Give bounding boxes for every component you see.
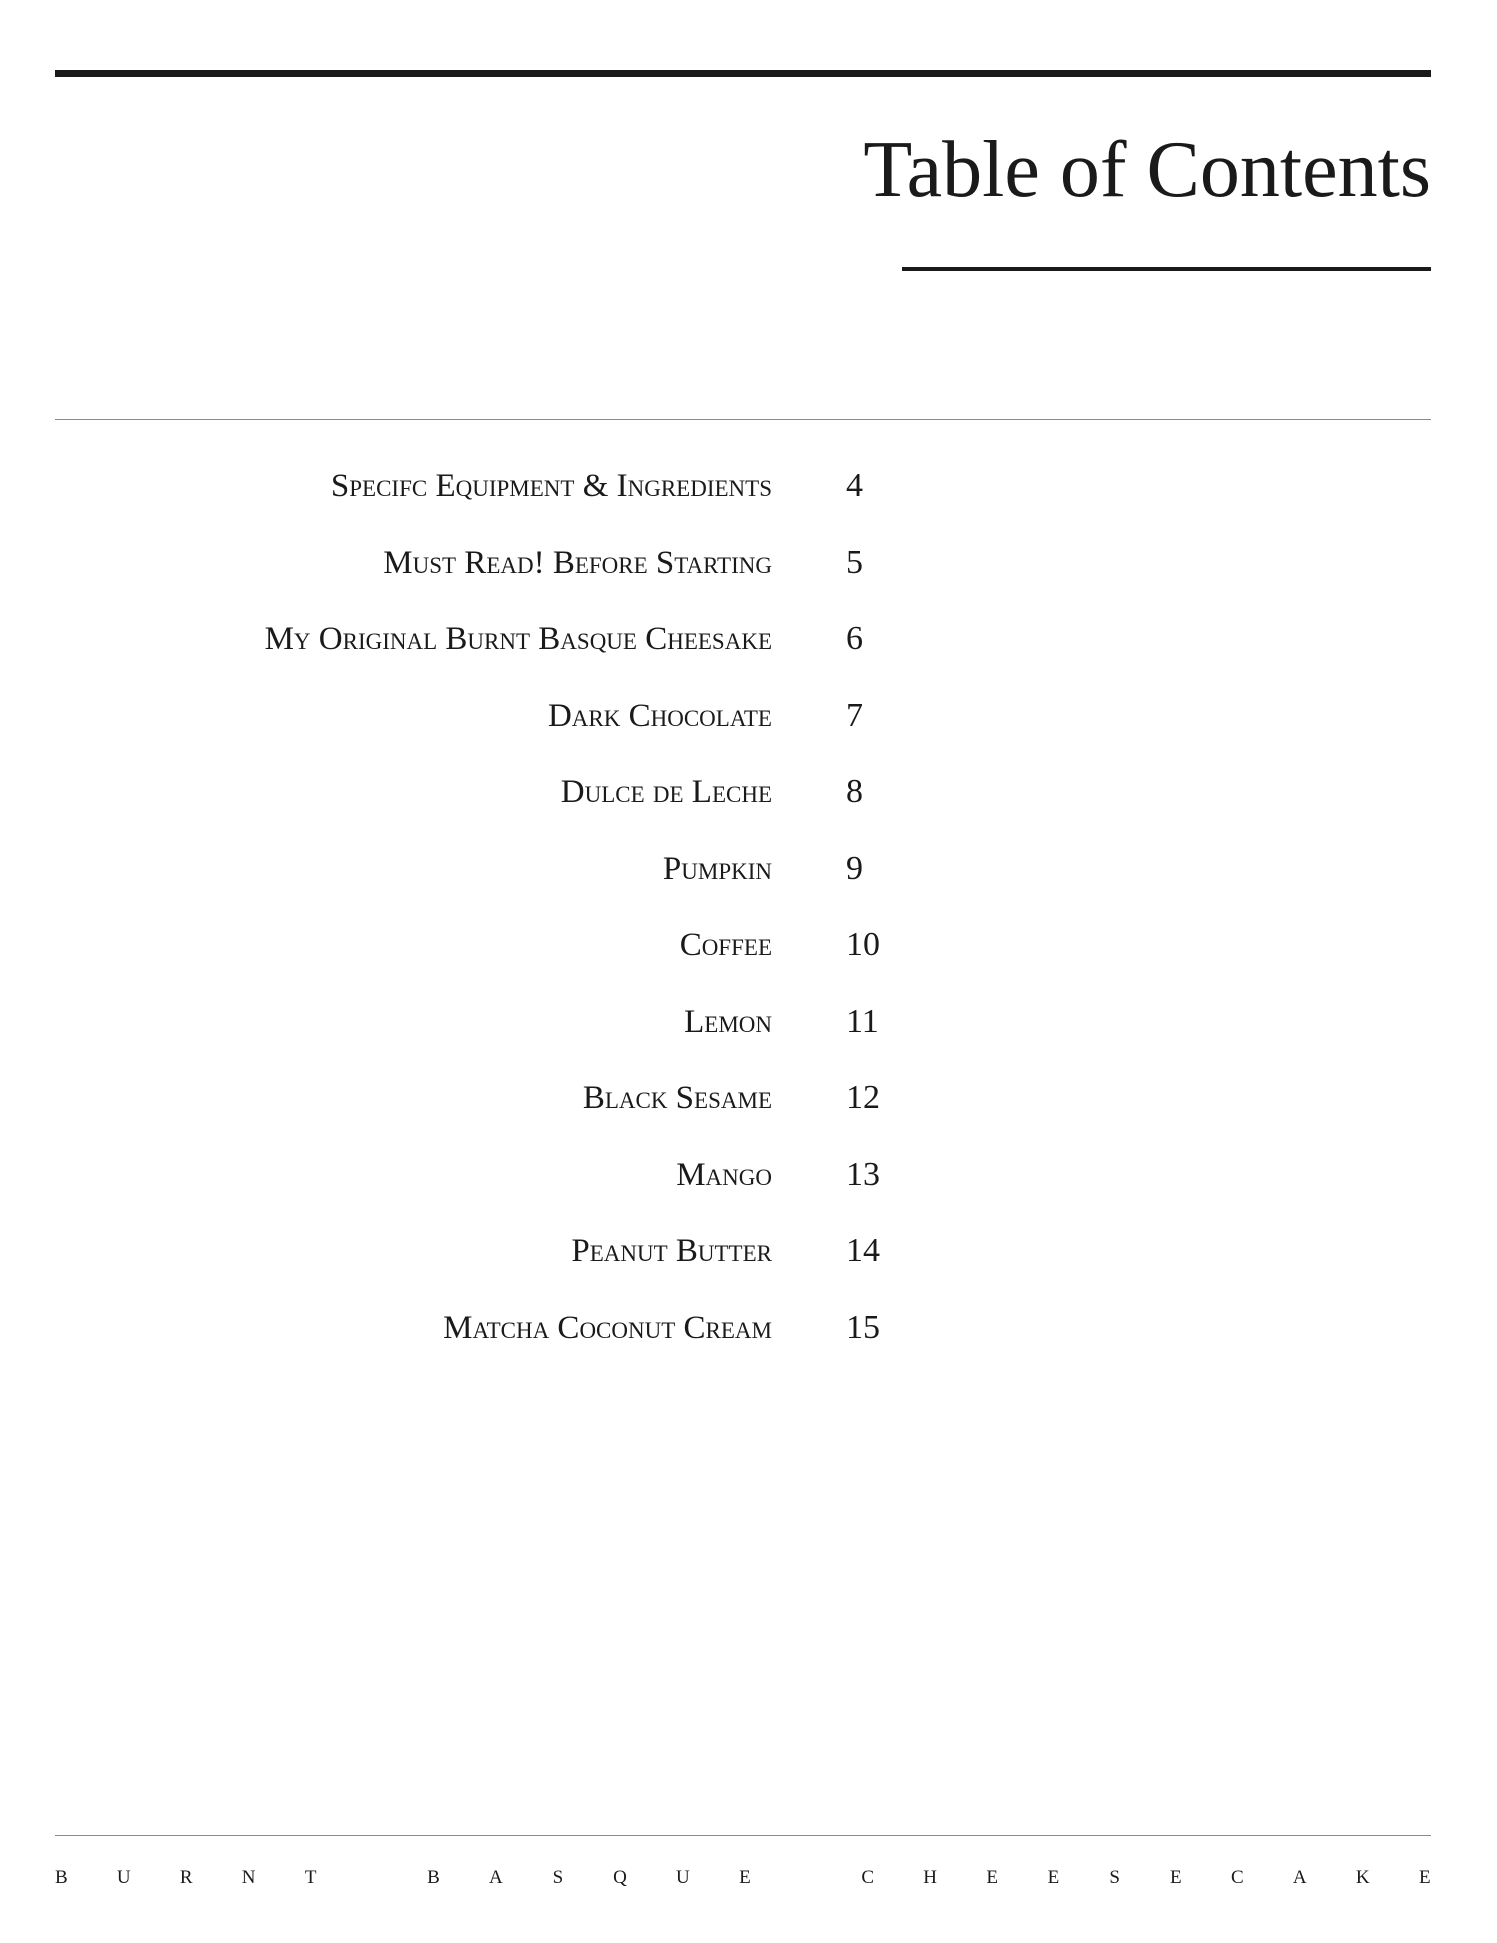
toc-entry[interactable] bbox=[0, 1221, 1497, 1298]
toc-entry-title: My Original Burnt Basque Cheesake bbox=[264, 621, 772, 657]
footer-letter: C bbox=[861, 1867, 875, 1888]
toc-entry[interactable] bbox=[0, 533, 1497, 610]
footer-letter: B bbox=[427, 1867, 440, 1888]
toc-entry-title: Mango bbox=[676, 1156, 772, 1193]
toc-entry-title: Coffee bbox=[679, 927, 772, 963]
footer-letter: E bbox=[1418, 1867, 1431, 1888]
toc-entry-title: Dulce de Leche bbox=[560, 774, 772, 810]
toc-entry[interactable] bbox=[0, 609, 1497, 686]
toc-entry-page: 11 bbox=[846, 1002, 879, 1040]
toc-entry-title: Black Sesame bbox=[582, 1080, 772, 1116]
footer-letter: U bbox=[676, 1867, 690, 1888]
toc-entry-title: Dark Chocolate bbox=[547, 697, 772, 734]
toc-entry-page: 5 bbox=[846, 543, 863, 581]
toc-entry[interactable] bbox=[0, 1145, 1497, 1222]
toc-entry-title: Matcha Coconut Cream bbox=[443, 1309, 772, 1346]
footer-letter: S bbox=[1109, 1867, 1120, 1888]
toc-entry[interactable] bbox=[0, 762, 1497, 839]
footer-letter: K bbox=[1355, 1867, 1370, 1888]
table-of-contents bbox=[0, 456, 1497, 1374]
footer-letter: A bbox=[488, 1867, 503, 1888]
toc-entry-page: 14 bbox=[846, 1232, 880, 1269]
toc-entry-title: Pumpkin bbox=[662, 850, 772, 887]
title-underline bbox=[902, 267, 1431, 271]
toc-entry-page: 9 bbox=[846, 849, 863, 887]
toc-entry[interactable] bbox=[0, 686, 1497, 763]
toc-entry[interactable] bbox=[0, 456, 1497, 533]
footer-letter: T bbox=[304, 1867, 317, 1888]
toc-entry-title: Specifc Equipment & Ingredients bbox=[330, 468, 772, 504]
footer-letter: E bbox=[1170, 1867, 1182, 1888]
toc-entry-title: Must Read! Before Starting bbox=[383, 544, 772, 581]
toc-entry-page: 4 bbox=[846, 467, 863, 504]
footer-letter: U bbox=[116, 1867, 131, 1888]
footer-letter: R bbox=[179, 1867, 193, 1888]
footer-letter: E bbox=[986, 1867, 998, 1888]
toc-entry[interactable] bbox=[0, 1068, 1497, 1145]
toc-entry-page: 8 bbox=[846, 773, 863, 810]
toc-entry-page: 15 bbox=[846, 1308, 880, 1346]
toc-entry[interactable] bbox=[0, 839, 1497, 916]
toc-entry-title: Peanut Butter bbox=[571, 1233, 772, 1269]
footer-letter: C bbox=[1231, 1867, 1244, 1888]
footer-letter: E bbox=[739, 1867, 751, 1888]
footer-letter: H bbox=[923, 1867, 937, 1888]
section-divider bbox=[55, 419, 1431, 420]
footer-letter: B bbox=[55, 1867, 68, 1888]
top-rule bbox=[55, 70, 1431, 77]
footer-letter: Q bbox=[613, 1867, 627, 1888]
footer-rule bbox=[55, 1835, 1431, 1836]
footer-letter: S bbox=[552, 1867, 564, 1888]
toc-entry-page: 6 bbox=[846, 620, 863, 657]
toc-entry-page: 7 bbox=[846, 696, 863, 734]
footer-running-title bbox=[55, 1863, 1431, 1893]
toc-entry-page: 13 bbox=[846, 1155, 880, 1193]
toc-entry[interactable] bbox=[0, 1298, 1497, 1375]
toc-entry-title: Lemon bbox=[684, 1003, 772, 1040]
toc-entry-page: 12 bbox=[846, 1079, 880, 1116]
toc-entry-page: 10 bbox=[846, 926, 880, 963]
footer-letter: A bbox=[1292, 1867, 1307, 1888]
page-title: Table of Contents bbox=[863, 126, 1431, 214]
footer-letter: N bbox=[241, 1867, 256, 1888]
footer-letter: E bbox=[1047, 1867, 1060, 1888]
toc-entry[interactable] bbox=[0, 915, 1497, 992]
toc-entry[interactable] bbox=[0, 992, 1497, 1069]
